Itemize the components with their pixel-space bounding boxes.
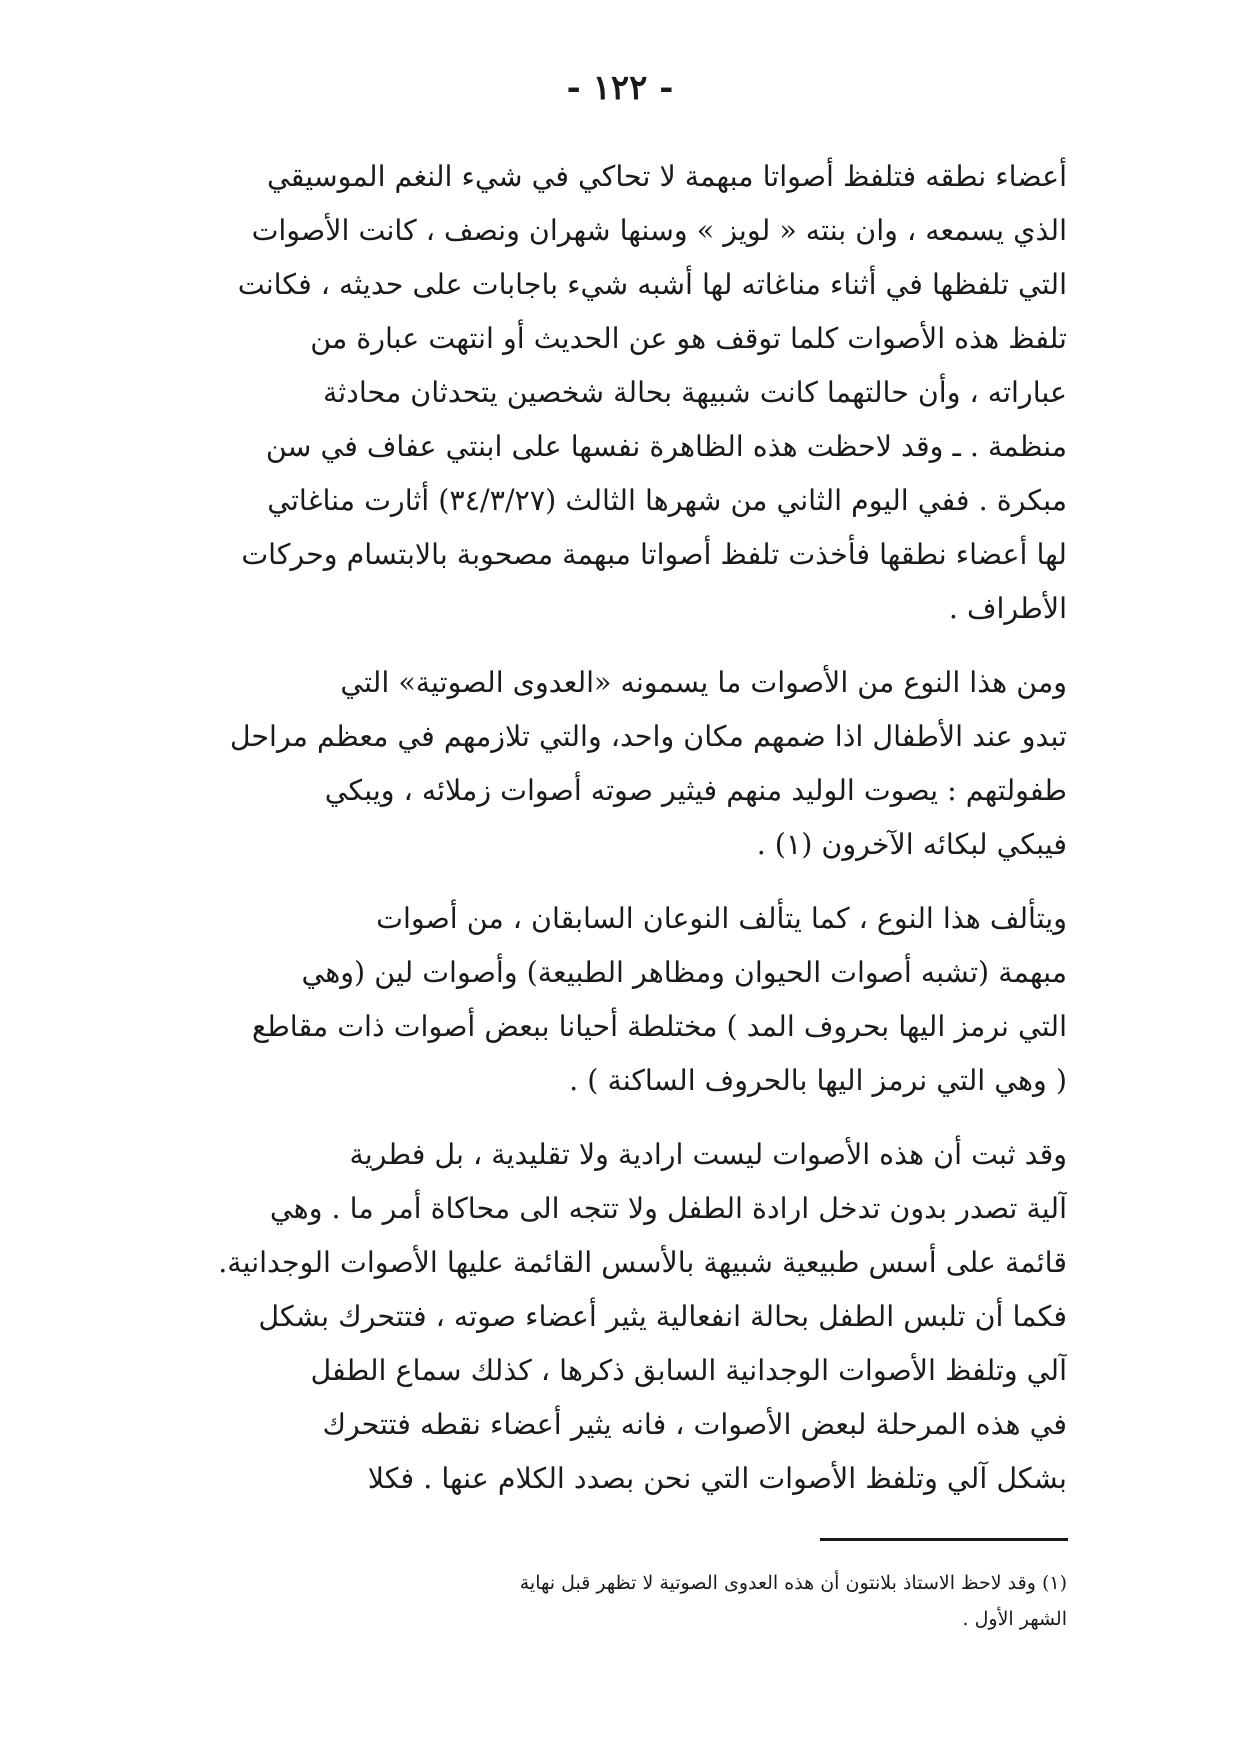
- text-line: أعضاء نطقه فتلفظ أصواتا مبهمة لا تحاكي في شيء النغم الموسيقي: [267, 160, 1067, 193]
- footnotes: [175, 1565, 1067, 1637]
- text-line: فكما أن تلبس الطفل بحالة انفعالية يثير أعضاء صوته ، فتتحرك بشكل: [258, 1300, 1067, 1333]
- body-text: [175, 150, 1067, 1526]
- paragraph: [175, 150, 1067, 636]
- text-line: تبدو عند الأطفال اذا ضمهم مكان واحد، والتي تلازمهم في معظم مراحل: [229, 720, 1067, 753]
- text-line: في هذه المرحلة لبعض الأصوات ، فانه يثير أعضاء نقطه فتتحرك: [322, 1408, 1067, 1441]
- page-number: - ١٢٢ -: [566, 68, 674, 108]
- text-line: التي نرمز اليها بحروف المد ) مختلطة أحيانا ببعض أصوات ذات مقاطع: [251, 1010, 1067, 1043]
- text-line: ويتألف هذا النوع ، كما يتألف النوعان السابقان ، من أصوات: [376, 902, 1067, 935]
- text-line: آلية تصدر بدون تدخل ارادة الطفل ولا تتجه الى محاكاة أمر ما . وهي: [269, 1192, 1067, 1225]
- text-line: الأطراف .: [948, 592, 1067, 625]
- text-line: ومن هذا النوع من الأصوات ما يسمونه «العدوى الصوتية» التي: [340, 666, 1067, 699]
- text-line: منظمة . ـ وقد لاحظت هذه الظاهرة نفسها على ابنتي عفاف في سن: [265, 430, 1067, 463]
- paragraph: [175, 1128, 1067, 1506]
- text-line: الذي يسمعه ، وان بنته « لويز » وسنها شهران ونصف ، كانت الأصوات: [251, 214, 1067, 247]
- text-line: عباراته ، وأن حالتهما كانت شبيهة بحالة شخصين يتحدثان محادثة: [322, 376, 1067, 409]
- text-line: طفولتهم : يصوت الوليد منهم فيثير صوته أصوات زملائه ، ويبكي: [324, 774, 1067, 807]
- text-line: لها أعضاء نطقها فأخذت تلفظ أصواتا مبهمة مصحوبة بالابتسام وحركات: [241, 538, 1067, 571]
- text-line: آلي وتلفظ الأصوات الوجدانية السابق ذكرها ، كذلك سماع الطفل: [310, 1354, 1067, 1387]
- text-line: مبهمة (تشبه أصوات الحيوان ومظاهر الطبيعة) وأصوات لين (وهي: [301, 956, 1067, 989]
- text-line: تلفظ هذه الأصوات كلما توقف هو عن الحديث أو انتهت عبارة من: [310, 322, 1067, 355]
- footnote-divider: [820, 1538, 1068, 1541]
- text-line: قائمة على أسس طبيعية شبيهة بالأسس القائمة عليها الأصوات الوجدانية.: [218, 1246, 1067, 1279]
- text-line: مبكرة . ففي اليوم الثاني من شهرها الثالث (٣٤/٣/٢٧) أثارت مناغاتي: [267, 484, 1067, 517]
- paragraph: [175, 892, 1067, 1108]
- paragraph: [175, 656, 1067, 872]
- text-line: التي تلفظها في أثناء مناغاته لها أشبه شيء باجابات على حديثه ، فكانت: [237, 268, 1067, 301]
- text-line: وقد ثبت أن هذه الأصوات ليست ارادية ولا تقليدية ، بل فطرية: [349, 1138, 1067, 1171]
- text-line: بشكل آلي وتلفظ الأصوات التي نحن بصدد الكلام عنها . فكلا: [367, 1462, 1067, 1495]
- text-line: فيبكي لبكائه الآخرون (١) .: [756, 828, 1067, 861]
- footnote-line: الشهر الأول .: [962, 1608, 1067, 1630]
- footnote: [175, 1565, 1067, 1637]
- text-line: ( وهي التي نرمز اليها بالحروف الساكنة ) .: [569, 1064, 1067, 1097]
- footnote-line: (١) وقد لاحظ الاستاذ بلانتون أن هذه العدوى الصوتية لا تظهر قبل نهاية: [519, 1572, 1067, 1594]
